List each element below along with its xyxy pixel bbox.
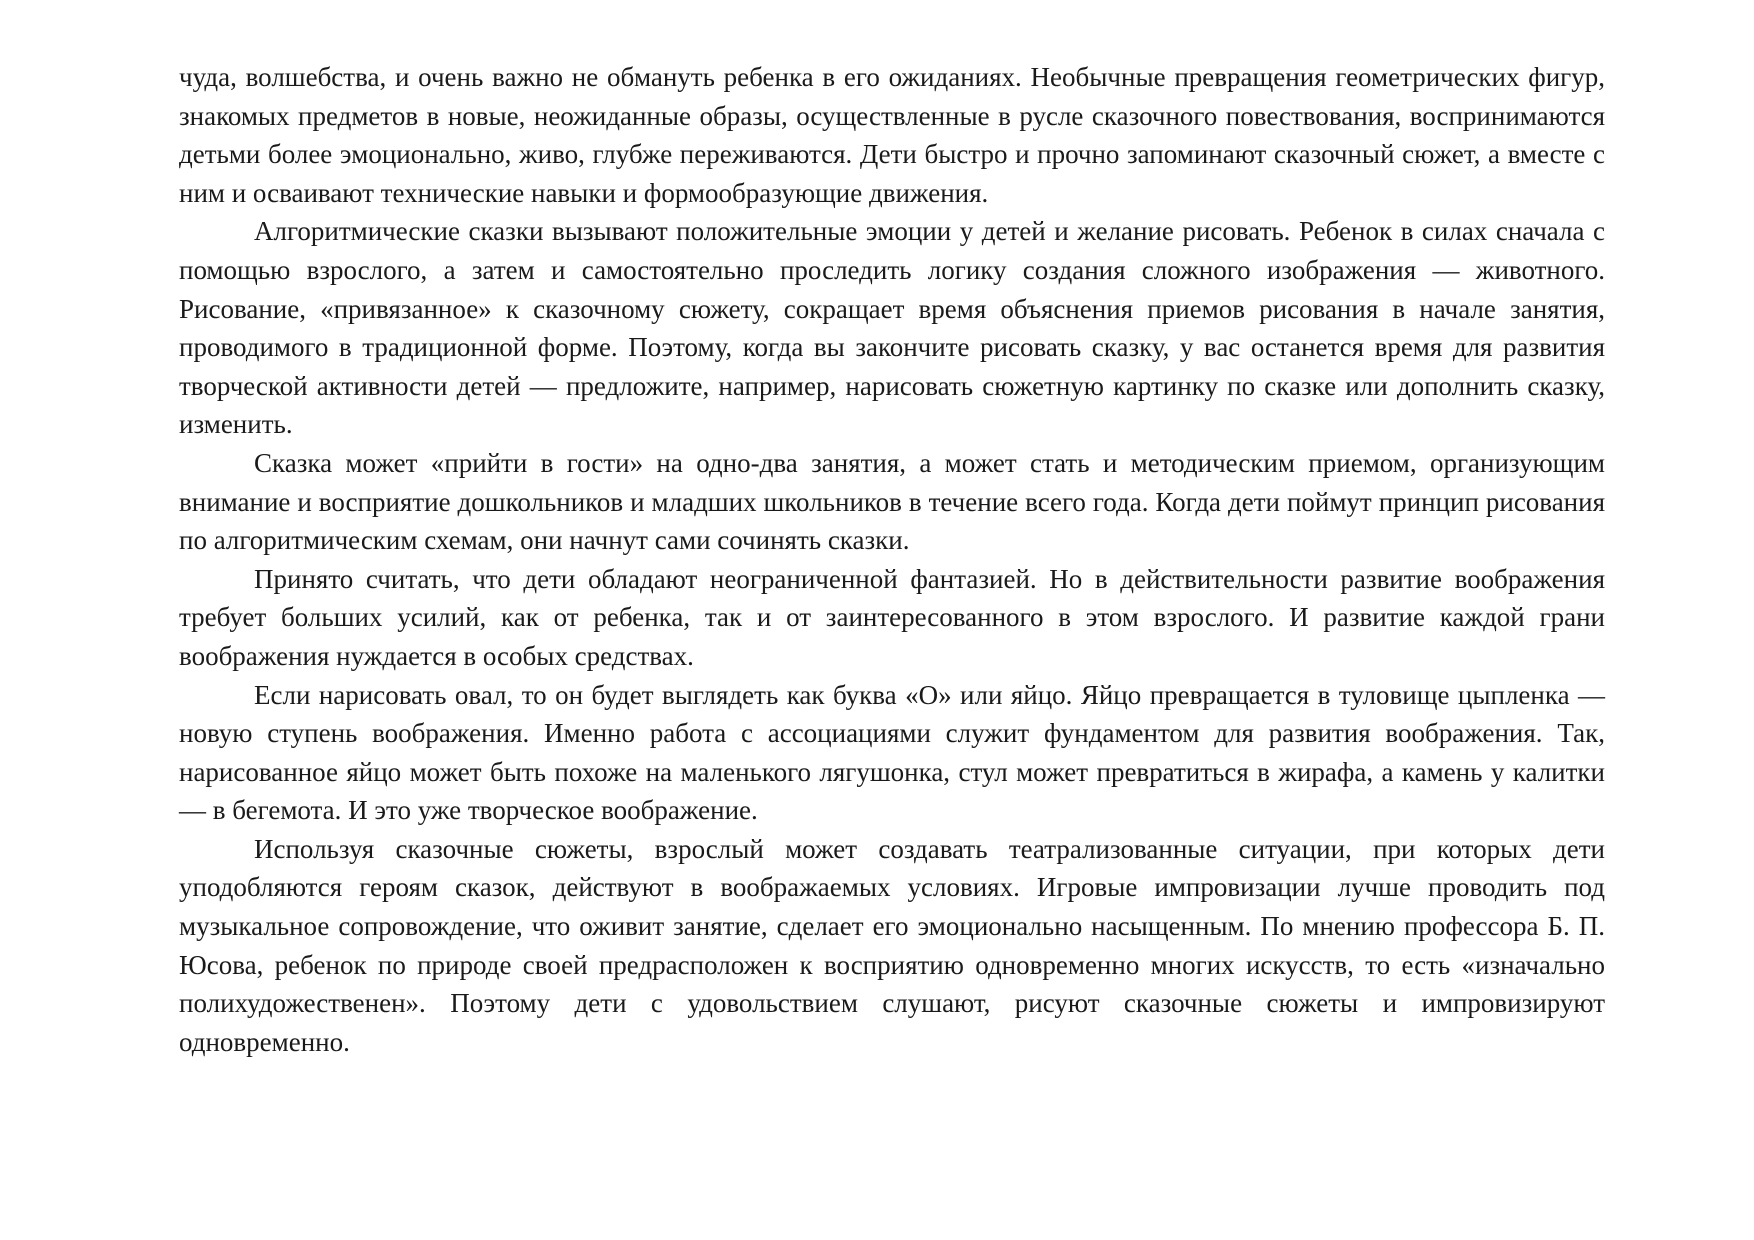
paragraph: Если нарисовать овал, то он будет выглядеть как буква «О» или яйцо. Яйцо превращается в туловище цыпленка — новую ступень воображения. Именно работа с ассоциациями служит фундаментом для развития воображения. Так, нарисованное яйцо может быть похоже на маленького лягушонка, стул может превратиться в жирафа, а камень у калитки — в бегемота. И это уже творческое воображение.	[179, 679, 1605, 826]
paragraph: Алгоритмические сказки вызывают положительные эмоции у детей и желание рисовать. Ребенок в силах сначала с помощью взрослого, а затем и самостоятельно проследить логику создания сложного изображения — животного. Рисование, «привязанное» к сказочному сюжету, сокращает время объяснения приемов рисования в начале занятия, проводимого в традиционной форме. Поэтому, когда вы закончите рисовать сказку, у вас останется время для развития творческой активности детей — предложите, например, нарисовать сюжетную картинку по сказке или дополнить сказку, изменить.	[179, 216, 1605, 440]
paragraph-continued: чуда, волшебства, и очень важно не обмануть ребенка в его ожиданиях. Необычные превращения геометрических фигур, знакомых предметов в новые, неожиданные образы, осуществленные в русле сказочного повествования, воспринимаются детьми более эмоционально, живо, глубже переживаются. Дети быстро и прочно запоминают сказочный сюжет, а вместе с ним и осваивают технические навыки и формообразующие движения.	[179, 62, 1605, 208]
paragraph: Принято считать, что дети обладают неограниченной фантазией. Но в действительности развитие воображения требует больших усилий, как от ребенка, так и от заинтересованного в этом взрослого. И развитие каждой грани воображения нуждается в особых средствах.	[179, 563, 1605, 671]
document-body	[179, 58, 1605, 1061]
paragraph: Используя сказочные сюжеты, взрослый может создавать театрализованные ситуации, при которых дети уподобляются героям сказок, действуют в воображаемых условиях. Игровые импровизации лучше проводить под музыкальное сопровождение, что оживит занятие, сделает его эмоционально насыщенным. По мнению профессора Б. П. Юсова, ребенок по природе своей предрасположен к восприятию одновременно многих искусств, то есть «изначально полихудожественен». Поэтому дети с удовольствием слушают, рисуют сказочные сюжеты и импровизируют одновременно.	[179, 833, 1605, 1057]
paragraph: Сказка может «прийти в гости» на одно-два занятия, а может стать и методическим приемом, организующим внимание и восприятие дошкольников и младших школьников в течение всего года. Когда дети поймут принцип рисования по алгоритмическим схемам, они начнут сами сочинять сказки.	[179, 447, 1605, 556]
